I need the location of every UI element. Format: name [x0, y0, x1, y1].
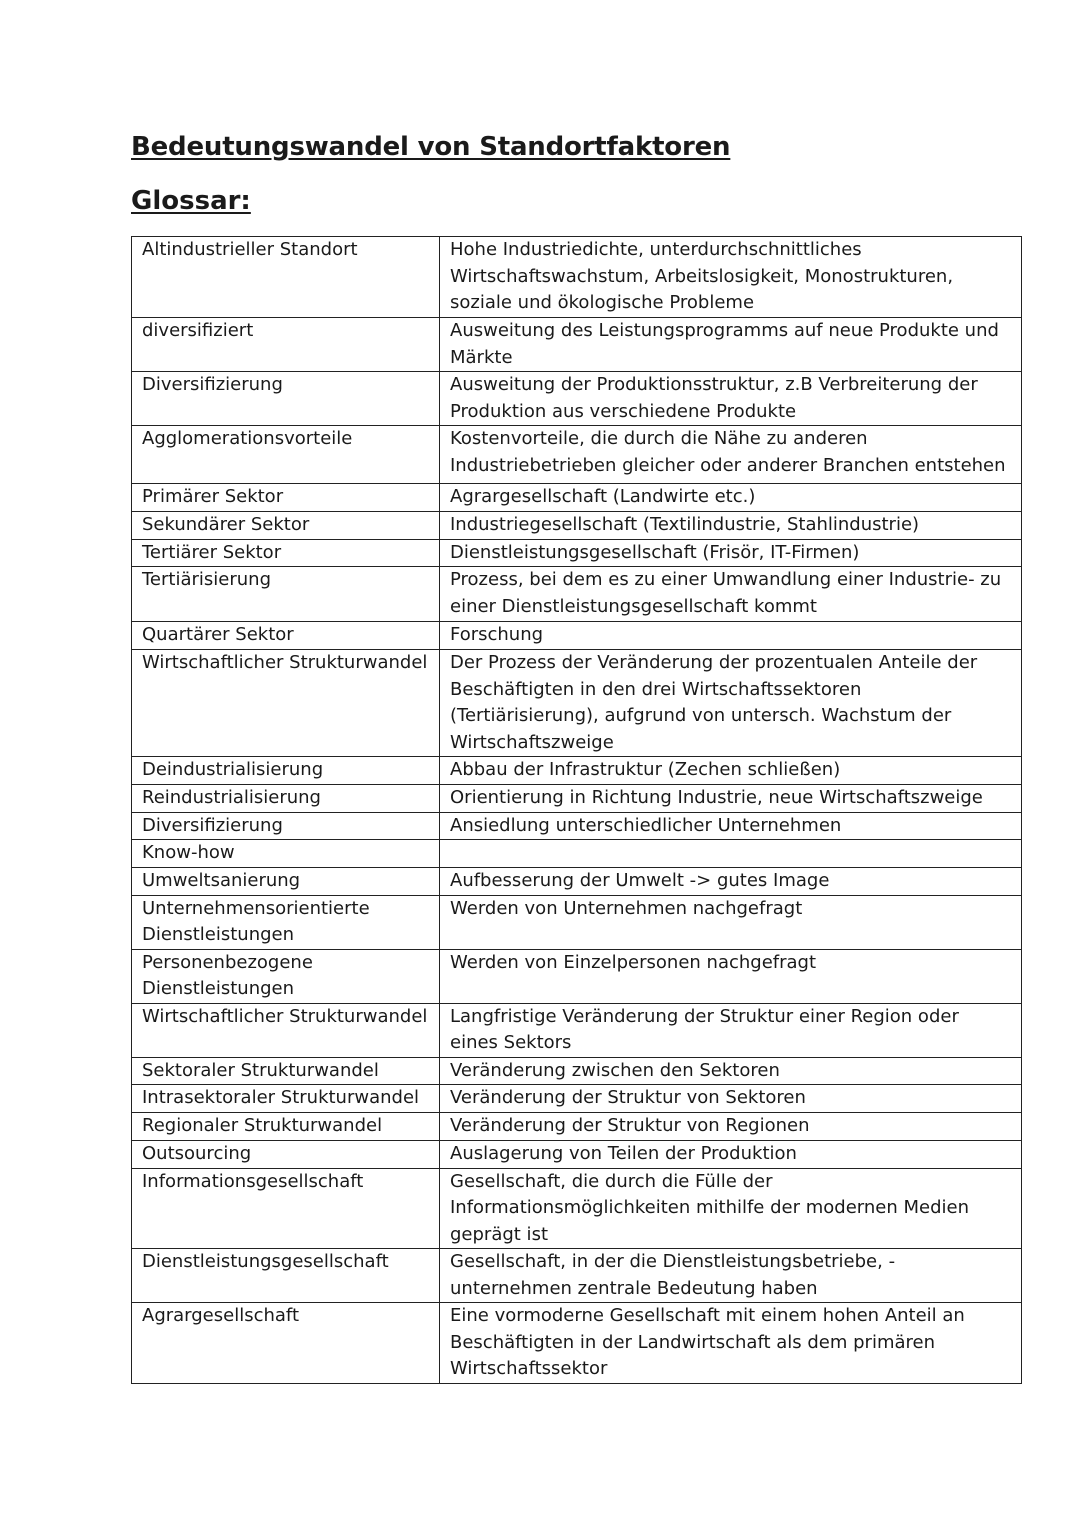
term-cell: Unternehmensorientierte Dienstleistungen	[132, 895, 440, 949]
term-cell: Deindustrialisierung	[132, 757, 440, 785]
table-row	[132, 1303, 1022, 1384]
table-row	[132, 949, 1022, 1003]
definition-cell	[440, 840, 1022, 868]
term-cell: diversifiziert	[132, 318, 440, 372]
definition-cell: Hohe Industriedichte, unterdurchschnittliches Wirtschaftswachstum, Arbeitslosigkeit, Monostrukturen, soziale und ökologische Probleme	[440, 237, 1022, 318]
term-cell: Agglomerationsvorteile	[132, 426, 440, 484]
term-cell: Tertiärer Sektor	[132, 539, 440, 567]
term-cell: Primärer Sektor	[132, 484, 440, 512]
table-row	[132, 426, 1022, 484]
term-cell: Diversifizierung	[132, 812, 440, 840]
definition-cell: Veränderung zwischen den Sektoren	[440, 1057, 1022, 1085]
term-cell: Sektoraler Strukturwandel	[132, 1057, 440, 1085]
term-cell: Outsourcing	[132, 1140, 440, 1168]
definition-cell: Industriegesellschaft (Textilindustrie, Stahlindustrie)	[440, 511, 1022, 539]
term-cell: Sekundärer Sektor	[132, 511, 440, 539]
term-cell: Diversifizierung	[132, 372, 440, 426]
definition-cell: Veränderung der Struktur von Regionen	[440, 1113, 1022, 1141]
table-row	[132, 318, 1022, 372]
table-row	[132, 484, 1022, 512]
definition-cell: Kostenvorteile, die durch die Nähe zu anderen Industriebetrieben gleicher oder anderer Branchen entstehen	[440, 426, 1022, 484]
term-cell: Altindustrieller Standort	[132, 237, 440, 318]
section-title: Glossar:	[131, 186, 251, 216]
definition-cell: Orientierung in Richtung Industrie, neue Wirtschaftszweige	[440, 784, 1022, 812]
definition-cell: Agrargesellschaft (Landwirte etc.)	[440, 484, 1022, 512]
table-row	[132, 650, 1022, 757]
definition-cell: Eine vormoderne Gesellschaft mit einem hohen Anteil an Beschäftigten in der Landwirtschaft als dem primären Wirtschaftssektor	[440, 1303, 1022, 1384]
term-cell: Quartärer Sektor	[132, 622, 440, 650]
term-cell: Umweltsanierung	[132, 868, 440, 896]
table-row	[132, 237, 1022, 318]
page-title: Bedeutungswandel von Standortfaktoren	[131, 132, 731, 162]
table-row	[132, 895, 1022, 949]
table-row	[132, 1249, 1022, 1303]
definition-cell: Werden von Einzelpersonen nachgefragt	[440, 949, 1022, 1003]
term-cell: Informationsgesellschaft	[132, 1168, 440, 1249]
definition-cell: Veränderung der Struktur von Sektoren	[440, 1085, 1022, 1113]
table-row	[132, 840, 1022, 868]
definition-cell: Werden von Unternehmen nachgefragt	[440, 895, 1022, 949]
table-row	[132, 1140, 1022, 1168]
table-row	[132, 1085, 1022, 1113]
table-row	[132, 1168, 1022, 1249]
table-row	[132, 539, 1022, 567]
glossary-table	[131, 236, 1022, 1384]
table-row	[132, 1057, 1022, 1085]
term-cell: Know-how	[132, 840, 440, 868]
definition-cell: Gesellschaft, die durch die Fülle der Informationsmöglichkeiten mithilfe der modernen Medien geprägt ist	[440, 1168, 1022, 1249]
definition-cell: Forschung	[440, 622, 1022, 650]
table-row	[132, 868, 1022, 896]
table-row	[132, 1113, 1022, 1141]
table-row	[132, 567, 1022, 622]
definition-cell: Auslagerung von Teilen der Produktion	[440, 1140, 1022, 1168]
table-row	[132, 622, 1022, 650]
definition-cell: Prozess, bei dem es zu einer Umwandlung einer Industrie- zu einer Dienstleistungsgesellschaft kommt	[440, 567, 1022, 622]
table-row	[132, 372, 1022, 426]
definition-cell: Ausweitung der Produktionsstruktur, z.B Verbreiterung der Produktion aus verschiedene Produkte	[440, 372, 1022, 426]
definition-cell: Gesellschaft, in der die Dienstleistungsbetriebe, - unternehmen zentrale Bedeutung haben	[440, 1249, 1022, 1303]
table-row	[132, 511, 1022, 539]
term-cell: Regionaler Strukturwandel	[132, 1113, 440, 1141]
table-row	[132, 757, 1022, 785]
definition-cell: Ansiedlung unterschiedlicher Unternehmen	[440, 812, 1022, 840]
table-row	[132, 812, 1022, 840]
definition-cell: Langfristige Veränderung der Struktur einer Region oder eines Sektors	[440, 1003, 1022, 1057]
definition-cell: Dienstleistungsgesellschaft (Frisör, IT-Firmen)	[440, 539, 1022, 567]
term-cell: Dienstleistungsgesellschaft	[132, 1249, 440, 1303]
table-row	[132, 784, 1022, 812]
definition-cell: Ausweitung des Leistungsprogramms auf neue Produkte und Märkte	[440, 318, 1022, 372]
term-cell: Intrasektoraler Strukturwandel	[132, 1085, 440, 1113]
term-cell: Tertiärisierung	[132, 567, 440, 622]
term-cell: Wirtschaftlicher Strukturwandel	[132, 650, 440, 757]
term-cell: Personenbezogene Dienstleistungen	[132, 949, 440, 1003]
definition-cell: Abbau der Infrastruktur (Zechen schließen)	[440, 757, 1022, 785]
definition-cell: Aufbesserung der Umwelt -> gutes Image	[440, 868, 1022, 896]
term-cell: Reindustrialisierung	[132, 784, 440, 812]
table-row	[132, 1003, 1022, 1057]
definition-cell: Der Prozess der Veränderung der prozentualen Anteile der Beschäftigten in den drei Wirtschaftssektoren (Tertiärisierung), aufgrund von untersch. Wachstum der Wirtschaftszweige	[440, 650, 1022, 757]
term-cell: Agrargesellschaft	[132, 1303, 440, 1384]
term-cell: Wirtschaftlicher Strukturwandel	[132, 1003, 440, 1057]
